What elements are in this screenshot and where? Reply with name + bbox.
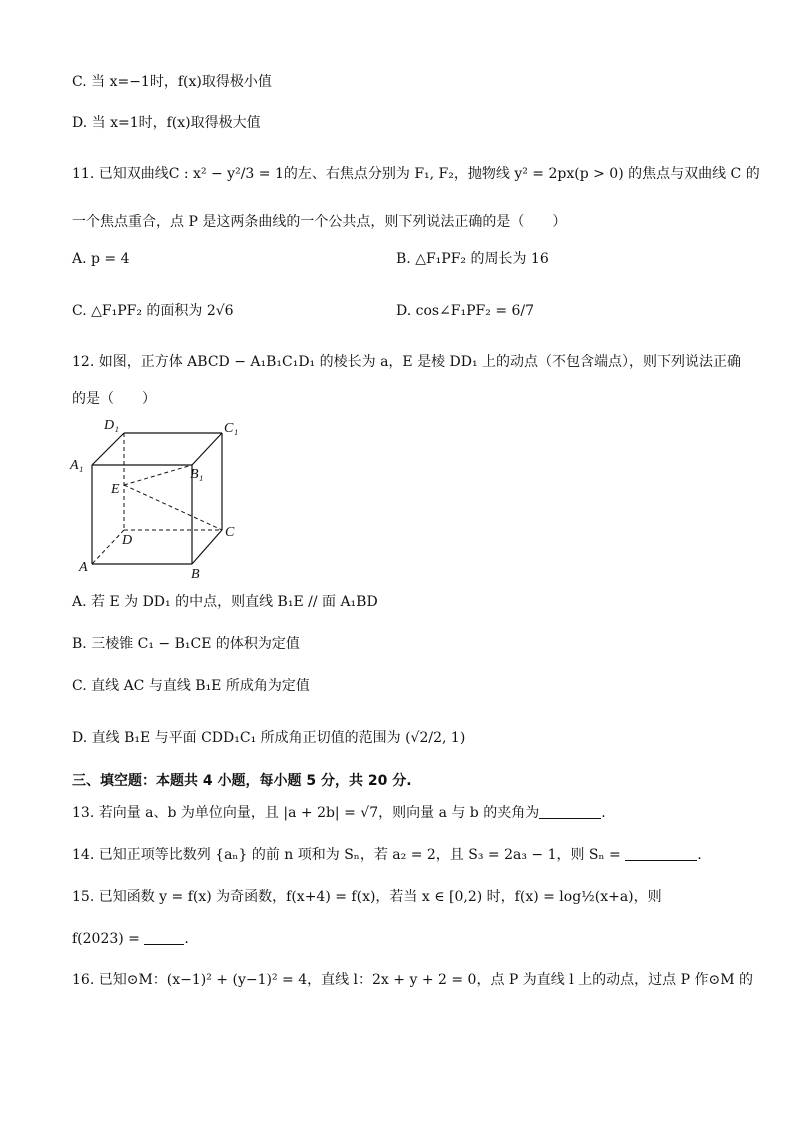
q12-option-b: B. 三棱锥 C₁ − B₁CE 的体积为定值 xyxy=(72,636,300,652)
label-b1: B₁ xyxy=(190,467,204,482)
label-d: D xyxy=(122,533,133,548)
q15-answer-blank[interactable] xyxy=(144,930,184,945)
q12-stem-line1: 12. 如图，正方体 ABCD − A₁B₁C₁D₁ 的棱长为 a，E 是棱 DD₁ 上的动点（不包含端点），则下列说法正确 xyxy=(72,354,742,370)
q10-option-d: D. 当 x=1时，f(x)取得极大值 xyxy=(72,115,261,131)
q12-option-a: A. 若 E 为 DD₁ 的中点，则直线 B₁E // 面 A₁BD xyxy=(72,594,378,610)
label-b: B xyxy=(191,567,200,582)
q13-answer-blank[interactable] xyxy=(539,804,601,819)
q11-option-d: D. cos∠F₁PF₂ = 6/7 xyxy=(396,303,535,319)
label-a1: A₁ xyxy=(70,458,84,473)
label-e: E xyxy=(111,482,120,497)
q10-option-c: C. 当 x=−1时，f(x)取得极小值 xyxy=(72,74,272,90)
q15-line2: f(2023) = . xyxy=(72,931,189,947)
q11-option-a: A. p = 4 xyxy=(72,251,130,267)
q15-text2: f(2023) = xyxy=(72,931,140,947)
label-d1: D₁ xyxy=(104,418,119,433)
q11-option-c: C. △F₁PF₂ 的面积为 2√6 xyxy=(72,303,234,319)
q14-text: 14. 已知正项等比数列 {aₙ} 的前 n 项和为 Sₙ，若 a₂ = 2，且 S₃ = 2a₃ − 1，则 Sₙ = xyxy=(72,847,621,863)
section-fill-in-heading: 三、填空题：本题共 4 小题，每小题 5 分，共 20 分. xyxy=(72,773,412,789)
q11-stem-line1: 11. 已知双曲线C : x² − y²/3 = 1的左、右焦点分别为 F₁, F₂，抛物线 y² = 2px(p > 0) 的焦点与双曲线 C 的 xyxy=(72,166,760,182)
label-c: C xyxy=(225,525,235,540)
q12-stem-line2: 的是（ ） xyxy=(72,391,156,407)
q11-stem-line2: 一个焦点重合，点 P 是这两条曲线的一个公共点，则下列说法正确的是（ ） xyxy=(72,214,567,230)
q15-line1: 15. 已知函数 y = f(x) 为奇函数，f(x+4) = f(x)，若当 x ∈ [0,2) 时，f(x) = log½(x+a)，则 xyxy=(72,889,662,905)
label-a: A xyxy=(79,560,88,575)
q12-option-d: D. 直线 B₁E 与平面 CDD₁C₁ 所成角正切值的范围为 (√2/2, 1) xyxy=(72,730,466,746)
q14-line: 14. 已知正项等比数列 {aₙ} 的前 n 项和为 Sₙ，若 a₂ = 2，且 S₃ = 2a₃ − 1，则 Sₙ = . xyxy=(72,847,702,863)
q16-line: 16. 已知⊙M：(x−1)² + (y−1)² = 4，直线 l：2x + y + 2 = 0，点 P 为直线 l 上的动点，过点 P 作⊙M 的 xyxy=(72,972,753,988)
q14-answer-blank[interactable] xyxy=(625,846,697,861)
label-c1: C₁ xyxy=(224,421,239,436)
q13-text: 13. 若向量 a、b 为单位向量，且 |a + 2b| = √7，则向量 a 与 b 的夹角为 xyxy=(72,805,540,821)
q11-option-b: B. △F₁PF₂ 的周长为 16 xyxy=(396,251,549,267)
q12-option-c: C. 直线 AC 与直线 B₁E 所成角为定值 xyxy=(72,678,310,694)
cube-figure xyxy=(68,412,248,582)
q13-line: 13. 若向量 a、b 为单位向量，且 |a + 2b| = √7，则向量 a 与 b 的夹角为 . xyxy=(72,805,606,821)
